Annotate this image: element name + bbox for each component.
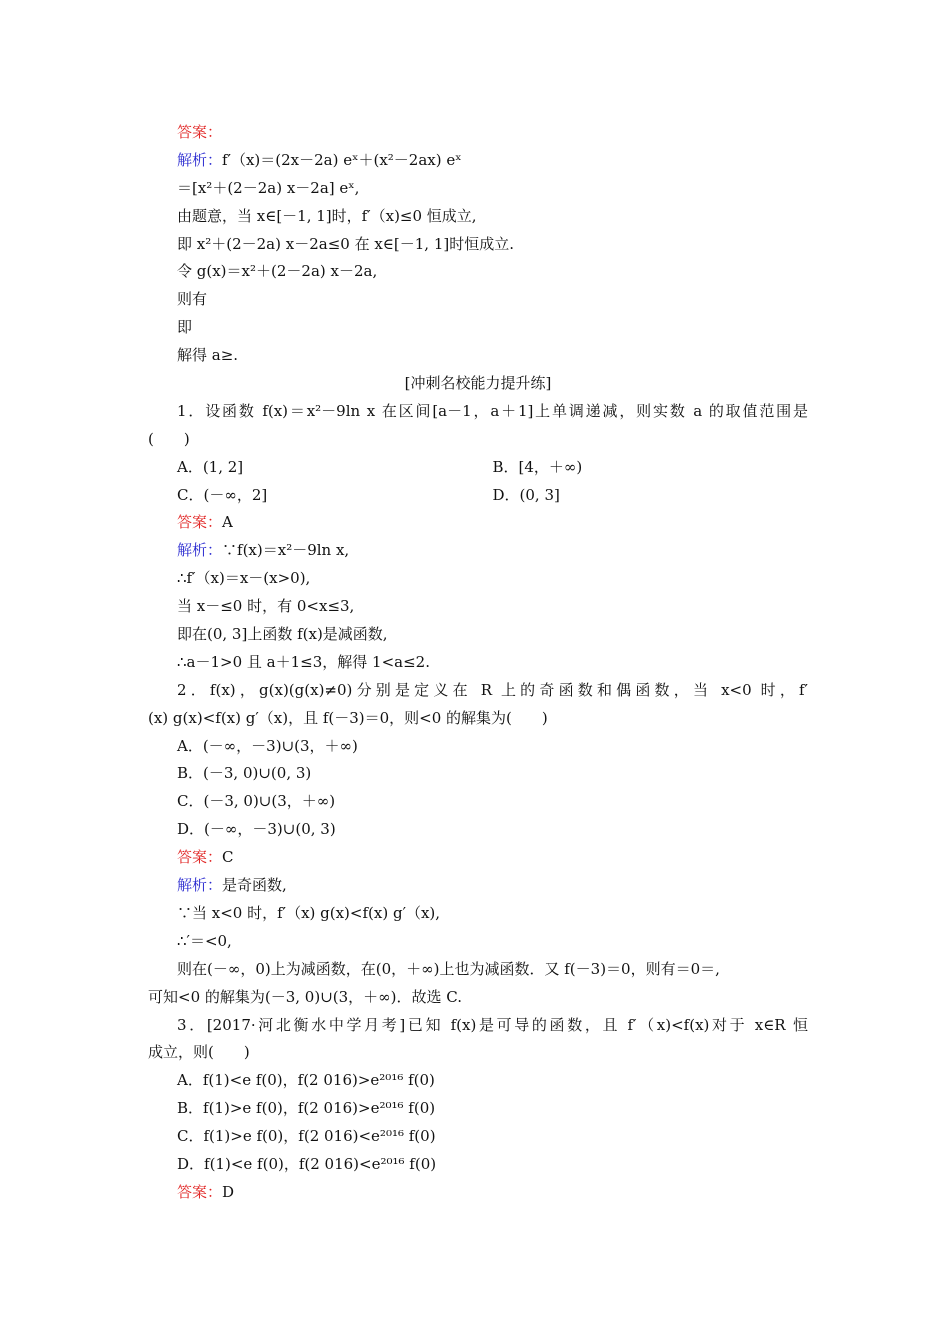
option-a: A．(－∞，－3)∪(3，＋∞) — [177, 736, 358, 755]
text-line: ∴a－1>0 且 a＋1≤3，解得 1<a≤2. — [177, 652, 430, 671]
option-d: D．(0, 3] — [492, 485, 560, 504]
text-line: 即在(0, 3]上函数 f(x)是减函数, — [177, 625, 388, 644]
text-line: 解得 a≥. — [177, 346, 239, 365]
option-c: C．(－∞，2] — [177, 485, 268, 504]
document-content — [148, 119, 808, 1207]
answer-value: A — [222, 513, 233, 532]
text-line: 则在(－∞，0)上为减函数，在(0，＋∞)上也为减函数．又 f(－3)＝0，则有＝0＝, — [177, 959, 720, 978]
text-line: 可知<0 的解集为(－3, 0)∪(3，＋∞)．故选 C. — [148, 987, 462, 1006]
text-line: 即 — [177, 318, 193, 337]
explanation-text: 是奇函数, — [222, 876, 287, 895]
answer-label: 答案： — [177, 1182, 223, 1201]
text-line: 由题意，当 x∈[－1, 1]时，f′（x)≤0 恒成立, — [177, 206, 477, 225]
explanation-label: 解析： — [177, 541, 223, 560]
question-3-stem: 3．[2017·河北衡水中学月考]已知 f(x)是可导的函数，且 f′（x)<f(x)对于 x∈R 恒 — [177, 1015, 808, 1034]
text-line: ∴′＝<0, — [177, 931, 232, 950]
section-title: [冲刺名校能力提升练] — [404, 374, 552, 393]
text-line: 令 g(x)＝x²＋(2－2a) x－2a, — [177, 262, 378, 281]
option-c: C．(－3, 0)∪(3，＋∞) — [177, 792, 336, 811]
option-a: A．f(1)<e f(0)，f(2 016)>e²⁰¹⁶ f(0) — [177, 1071, 435, 1090]
option-b: B．[4，＋∞) — [492, 457, 583, 476]
text-line: ∵当 x<0 时，f′（x) g(x)<f(x) g′（x), — [177, 903, 441, 922]
answer-label: 答案： — [177, 848, 223, 867]
text-line: 则有 — [177, 290, 208, 309]
question-1-options-row-1 — [148, 454, 808, 482]
text-line: ∴f′（x)＝x－(x>0), — [177, 569, 311, 588]
option-d: D．(－∞，－3)∪(0, 3) — [177, 820, 336, 839]
question-3-stem-cont: 成立，则( ) — [148, 1043, 250, 1062]
question-1-stem-cont: ( ) — [148, 429, 190, 448]
question-2-explanation — [148, 872, 808, 900]
question-2-answer — [148, 844, 808, 872]
option-b: B．f(1)>e f(0)，f(2 016)>e²⁰¹⁶ f(0) — [177, 1099, 436, 1118]
explanation-label: 解析： — [177, 150, 223, 169]
explanation-text: f′（x)＝(2x－2a) eˣ＋(x²－2ax) eˣ — [222, 150, 462, 169]
option-c: C．f(1)>e f(0)，f(2 016)<e²⁰¹⁶ f(0) — [177, 1127, 436, 1146]
option-d: D．f(1)<e f(0)，f(2 016)<e²⁰¹⁶ f(0) — [177, 1154, 437, 1173]
prev-explanation-line — [148, 147, 808, 175]
text-line: 即 x²＋(2－2a) x－2a≤0 在 x∈[－1, 1]时恒成立. — [177, 234, 514, 253]
question-2-stem: 2．f(x)，g(x)(g(x)≠0)分别是定义在 R 上的奇函数和偶函数，当 x<0 时，f′ — [177, 680, 808, 699]
answer-value: C — [222, 848, 234, 867]
question-2-stem-cont: (x) g(x)<f(x) g′（x)，且 f(－3)＝0，则<0 的解集为( ) — [148, 708, 548, 727]
text-line: 当 x－≤0 时，有 0<x≤3, — [177, 597, 355, 616]
question-3-answer — [148, 1179, 808, 1207]
question-1-answer — [148, 509, 808, 537]
question-1-stem: 1．设函数 f(x)＝x²－9ln x 在区间[a－1，a＋1]上单调递减，则实数 a 的取值范围是 — [177, 401, 808, 420]
explanation-text: ∵f(x)＝x²－9ln x, — [222, 541, 350, 560]
explanation-label: 解析： — [177, 876, 223, 895]
question-1-options-row-2 — [148, 482, 808, 510]
answer-value: D — [222, 1182, 235, 1201]
answer-label: 答案： — [177, 123, 223, 141]
option-a: A．(1, 2] — [177, 457, 244, 476]
answer-label: 答案： — [177, 513, 223, 532]
option-b: B．(－3, 0)∪(0, 3) — [177, 764, 312, 783]
text-line: ＝[x²＋(2－2a) x－2a] eˣ, — [177, 178, 360, 197]
question-1-explanation — [148, 537, 808, 565]
prev-answer-line — [148, 119, 808, 147]
